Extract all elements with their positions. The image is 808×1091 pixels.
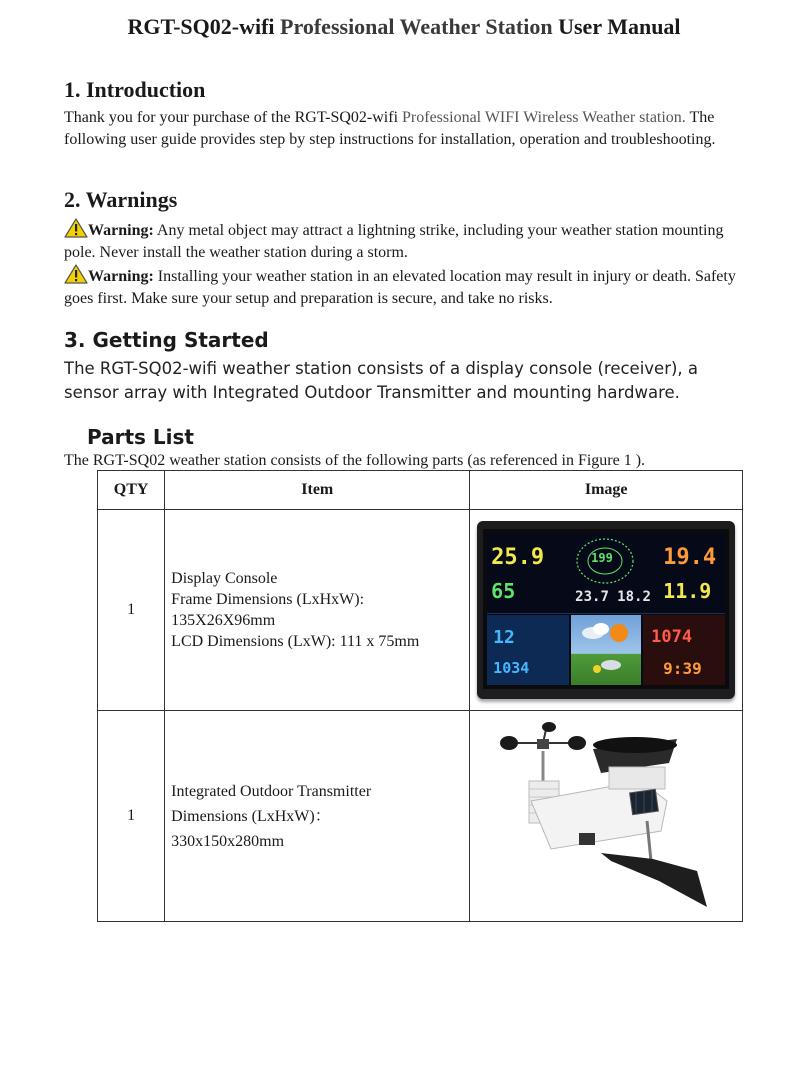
- item-line: LCD Dimensions (LxW): 111 x 75mm: [171, 633, 420, 650]
- lcd-indoor-temp: 25.9: [491, 545, 545, 570]
- parts-list-intro: The RGT-SQ02 weather station consists of the following parts (as referenced in Figure 1 ).: [64, 452, 646, 469]
- image-cell: [470, 510, 743, 711]
- item-line: Integrated Outdoor Transmitter: [171, 782, 372, 800]
- warning-triangle-icon: [64, 218, 88, 238]
- warning-item: [64, 264, 740, 310]
- warning-label: Warning:: [88, 268, 154, 285]
- warning-text: Any metal object may attract a lightning strike, including your weather station mounting pole. Never install the weather station during a storm.: [64, 222, 724, 261]
- qty-cell: 1: [98, 711, 165, 922]
- item-line: 330x150x280mm: [171, 832, 285, 850]
- display-console-image: [477, 521, 735, 699]
- lcd-rain: 1074: [651, 627, 693, 647]
- getting-started-heading: 3. Getting Started: [64, 328, 269, 352]
- lcd-outdoor-humidity: 11.9: [663, 579, 712, 603]
- table-row: [98, 711, 743, 922]
- column-header-image: Image: [470, 471, 743, 510]
- item-line: Dimensions (LxHxW)：: [171, 807, 331, 825]
- title-suffix: User Manual: [558, 14, 681, 39]
- document-title: [0, 14, 808, 40]
- column-header-item: Item: [165, 471, 470, 510]
- forecast-icon: [571, 615, 641, 685]
- warning-triangle-icon: [64, 264, 88, 284]
- table-header-row: [98, 471, 743, 510]
- warning-label: Warning:: [88, 222, 154, 239]
- lcd-forecast-panel: [571, 615, 641, 685]
- warning-text: Installing your weather station in an elevated location may result in injury or death. Safety goes first. Make sure your setup and preparation is secure, and take no risks.: [64, 268, 736, 307]
- console-lcd: [487, 533, 725, 685]
- column-header-qty: QTY: [98, 471, 165, 510]
- lcd-outdoor-temp: 19.4: [663, 545, 717, 570]
- intro-paragraph: [64, 107, 740, 151]
- lcd-feels-like: 23.7: [575, 589, 609, 605]
- lcd-indoor-humidity: 65: [491, 579, 516, 603]
- item-line: 135X26X96mm: [171, 612, 276, 629]
- parts-list-heading: Parts List: [87, 425, 194, 449]
- getting-started-paragraph: The RGT-SQ02-wifi weather station consists of a display console (receiver), a sensor array with Integrated Outdoor Transmitter and mounting hardware.: [64, 359, 699, 402]
- image-cell: [470, 711, 743, 922]
- item-cell: [165, 510, 470, 711]
- lcd-uv: 12: [493, 627, 515, 648]
- warnings-heading: 2. Warnings: [64, 187, 178, 212]
- qty-cell: 1: [98, 510, 165, 711]
- lcd-wind-direction: 199: [591, 551, 613, 565]
- item-cell: [165, 711, 470, 922]
- lcd-dew-point: 18.2: [617, 589, 651, 605]
- table-row: [98, 510, 743, 711]
- title-model: RGT-SQ02-wifi: [127, 14, 275, 39]
- transmitter-illustration: [491, 721, 721, 911]
- lcd-time: 9:39: [663, 659, 702, 678]
- outdoor-transmitter-image: [491, 721, 721, 911]
- intro-text-a: Thank you for your purchase of the RGT-SQ02-wifi: [64, 109, 403, 126]
- intro-text-b: Professional WIFI Wireless Weather station.: [402, 109, 686, 126]
- parts-table: [97, 470, 743, 922]
- intro-text-c: The following user guide provides step by step instructions for installation, operation and troubleshooting.: [64, 109, 716, 148]
- intro-heading: 1. Introduction: [64, 77, 206, 102]
- lcd-pressure: 1034: [493, 659, 530, 677]
- item-line: Frame Dimensions (LxHxW):: [171, 591, 365, 608]
- item-line: Display Console: [171, 570, 278, 587]
- title-product: Professional Weather Station: [280, 14, 553, 39]
- warning-item: [64, 218, 740, 264]
